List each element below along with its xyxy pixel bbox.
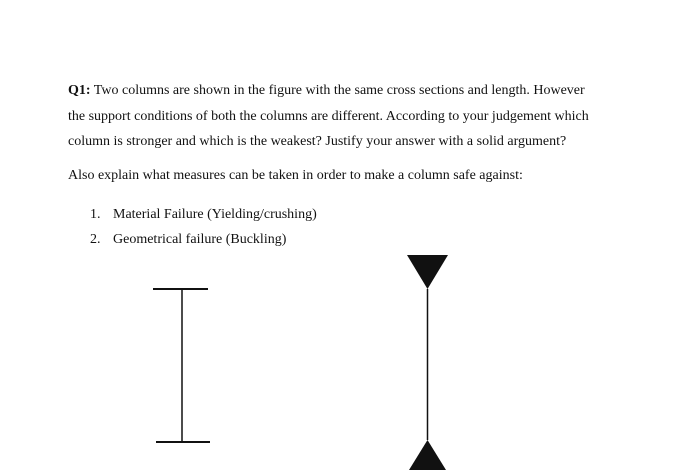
list-item [90, 203, 317, 228]
list-item [90, 228, 317, 253]
right-column-top-pin [407, 255, 448, 289]
question-line-2: the support conditions of both the columns are different. According to your judgement which [68, 108, 589, 124]
question-line-1: Q1: Two columns are shown in the figure with the same cross sections and length. However [68, 83, 585, 98]
failure-list [90, 203, 317, 252]
list-text: Material Failure (Yielding/crushing) [113, 207, 317, 222]
list-text: Geometrical failure (Buckling) [113, 231, 287, 247]
list-number: 1. [90, 207, 101, 222]
question-text [68, 78, 668, 155]
right-column [407, 255, 448, 470]
right-column-bottom-pin [409, 440, 446, 470]
list-number: 2. [90, 231, 101, 247]
left-column [153, 289, 210, 442]
question-label: Q1: [68, 83, 91, 98]
instruction-text: Also explain what measures can be taken in order to make a column safe against: [68, 168, 523, 183]
question-line-3: column is stronger and which is the weakest? Justify your answer with a solid argument? [68, 134, 567, 149]
